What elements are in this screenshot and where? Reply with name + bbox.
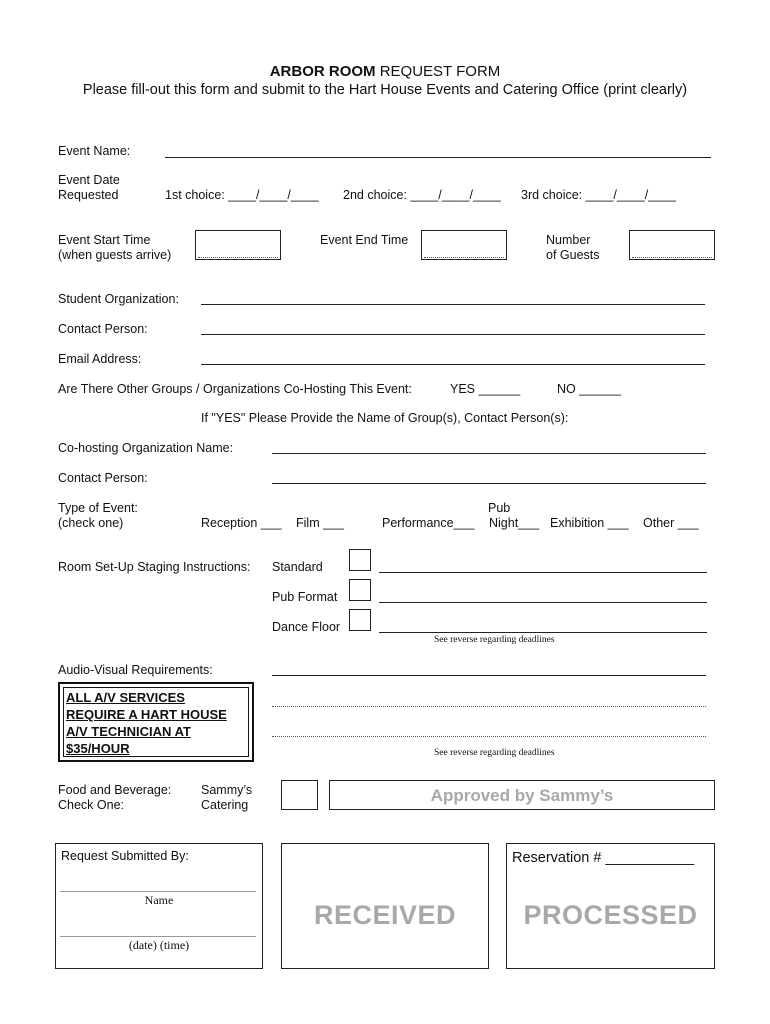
cohost-org-label: Co-hosting Organization Name: — [58, 441, 234, 455]
cohost-instructions: If "YES" Please Provide the Name of Group(s), Contact Person(s): — [201, 411, 569, 425]
guests-label-2: of Guests — [546, 248, 600, 262]
event-name-field[interactable] — [165, 157, 711, 158]
setup-standard-label: Standard — [272, 560, 323, 574]
start-time-label-2: (when guests arrive) — [58, 248, 172, 262]
submitter-name-field[interactable] — [60, 891, 256, 892]
cohost-contact-label: Contact Person: — [58, 471, 148, 485]
start-time-label-1: Event Start Time — [58, 233, 151, 247]
av-notice-box — [58, 682, 254, 762]
submitter-name-caption: Name — [144, 893, 174, 907]
received-stamp-box — [281, 843, 489, 969]
cohost-question: Are There Other Groups / Organizations Co-Hosting This Event: — [58, 382, 412, 396]
av-field-3[interactable] — [272, 736, 706, 737]
event-type-label-2: (check one) — [58, 516, 124, 530]
caterer-label-1: Sammy’s — [201, 783, 253, 797]
cohost-contact-field[interactable] — [272, 483, 706, 484]
received-stamp: RECEIVED — [313, 900, 457, 930]
submitter-datetime-caption: (date) (time) — [128, 938, 190, 952]
av-notice-line-2: REQUIRE A HART HOUSE — [66, 707, 227, 722]
av-notice-line-4: $35/HOUR — [66, 741, 130, 756]
date-first-choice[interactable]: 1st choice: ____/____/____ — [165, 188, 319, 202]
av-deadline-note: See reverse regarding deadlines — [434, 748, 555, 758]
form-subtitle: Please fill-out this form and submit to the Hart House Events and Catering Office (print clearly) — [82, 82, 688, 98]
cohost-yes[interactable]: YES ______ — [450, 382, 521, 396]
event-type-pub-label: Pub — [488, 501, 511, 515]
setup-deadline-note: See reverse regarding deadlines — [434, 635, 555, 645]
event-name-label: Event Name: — [58, 144, 131, 158]
cohost-org-field[interactable] — [272, 453, 706, 454]
event-type-other[interactable]: Other ___ — [643, 516, 699, 530]
av-field-2[interactable] — [272, 706, 706, 707]
event-type-pub-night[interactable]: Night___ — [489, 516, 540, 530]
event-date-label-1: Event Date — [58, 173, 120, 187]
end-time-box-underline — [424, 257, 504, 258]
sammys-checkbox[interactable] — [281, 780, 318, 810]
submitted-by-box — [55, 843, 263, 969]
av-label: Audio-Visual Requirements: — [58, 663, 213, 677]
processed-stamp-box — [506, 843, 715, 969]
setup-standard-line[interactable] — [379, 572, 707, 573]
submitted-by-label: Request Submitted By: — [61, 849, 189, 863]
cohost-no[interactable]: NO ______ — [557, 382, 621, 396]
date-second-choice[interactable]: 2nd choice: ____/____/____ — [343, 188, 501, 202]
setup-dance-floor-line[interactable] — [379, 632, 707, 633]
reservation-number[interactable]: Reservation # ___________ — [512, 850, 695, 866]
guests-label-1: Number — [546, 233, 591, 247]
setup-pub-format-label: Pub Format — [272, 590, 338, 604]
event-type-exhibition[interactable]: Exhibition ___ — [550, 516, 629, 530]
approved-by-sammys-box — [329, 780, 715, 810]
contact-person-field[interactable] — [201, 334, 705, 335]
setup-standard-checkbox[interactable] — [349, 549, 371, 571]
email-label: Email Address: — [58, 352, 142, 366]
event-type-label-1: Type of Event: — [58, 501, 138, 515]
form-title-rest: REQUEST FORM — [379, 63, 501, 80]
event-date-label-2: Requested — [58, 188, 119, 202]
setup-dance-floor-checkbox[interactable] — [349, 609, 371, 631]
av-notice-line-3: A/V TECHNICIAN AT — [66, 724, 191, 739]
end-time-box[interactable] — [421, 230, 507, 260]
form-title-bold: ARBOR ROOM — [269, 63, 376, 80]
form-title — [0, 63, 770, 80]
guests-box[interactable] — [629, 230, 715, 260]
student-org-label: Student Organization: — [58, 292, 179, 306]
end-time-label: Event End Time — [320, 233, 409, 247]
av-notice-line-1: ALL A/V SERVICES — [66, 690, 185, 705]
approved-by-sammys-text: Approved by Sammy’s — [430, 786, 614, 805]
start-time-box[interactable] — [195, 230, 281, 260]
submitter-datetime-field[interactable] — [60, 936, 256, 937]
start-time-box-underline — [198, 257, 278, 258]
food-label-1: Food and Beverage: — [58, 783, 172, 797]
event-type-performance[interactable]: Performance___ — [382, 516, 475, 530]
av-notice-text — [66, 689, 227, 757]
email-field[interactable] — [201, 364, 705, 365]
contact-person-label: Contact Person: — [58, 322, 148, 336]
processed-stamp: PROCESSED — [523, 900, 698, 930]
event-type-film[interactable]: Film ___ — [296, 516, 344, 530]
setup-pub-format-checkbox[interactable] — [349, 579, 371, 601]
setup-label: Room Set-Up Staging Instructions: — [58, 560, 251, 574]
setup-pub-format-line[interactable] — [379, 602, 707, 603]
guests-box-underline — [632, 257, 712, 258]
av-field-1[interactable] — [272, 675, 706, 676]
event-type-reception[interactable]: Reception ___ — [201, 516, 282, 530]
caterer-label-2: Catering — [201, 798, 249, 812]
food-label-2: Check One: — [58, 798, 125, 812]
date-third-choice[interactable]: 3rd choice: ____/____/____ — [521, 188, 676, 202]
setup-dance-floor-label: Dance Floor — [272, 620, 341, 634]
student-org-field[interactable] — [201, 304, 705, 305]
